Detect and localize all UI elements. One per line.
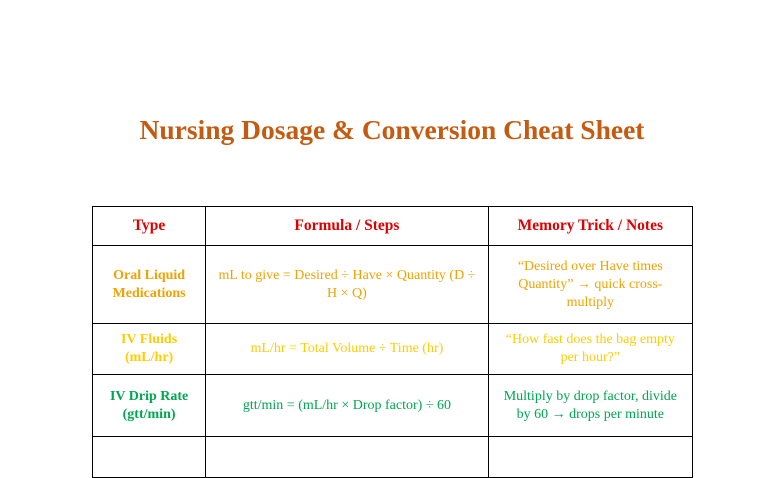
type-cell: IV Fluids (mL/hr) [93,324,206,375]
table-header-row [93,207,693,246]
empty-cell [488,437,692,478]
memory-trick-cell: Multiply by drop factor, divide by 60 → drops per minute [488,375,692,437]
table-row-iv-fluids [93,324,693,375]
table-row-oral-liquid [93,246,693,324]
formula-cell: gtt/min = (mL/hr × Drop factor) ÷ 60 [206,375,488,437]
empty-cell [206,437,488,478]
formula-cell: mL/hr = Total Volume ÷ Time (hr) [206,324,488,375]
column-header-formula: Formula / Steps [206,207,488,246]
column-header-notes: Memory Trick / Notes [488,207,692,246]
formula-cell: mL to give = Desired ÷ Have × Quantity (D ÷ H × Q) [206,246,488,324]
column-header-type: Type [93,207,206,246]
empty-cell [93,437,206,478]
cheat-sheet-table [92,206,693,478]
type-cell: Oral Liquid Medications [93,246,206,324]
page-title: Nursing Dosage & Conversion Cheat Sheet [139,114,645,145]
type-cell: IV Drip Rate (gtt/min) [93,375,206,437]
memory-trick-cell: “How fast does the bag empty per hour?” [488,324,692,375]
memory-trick-cell: “Desired over Have times Quantity” → quick cross-multiply [488,246,692,324]
table-row-iv-drip-rate [93,375,693,437]
table-row-partial [93,437,693,478]
